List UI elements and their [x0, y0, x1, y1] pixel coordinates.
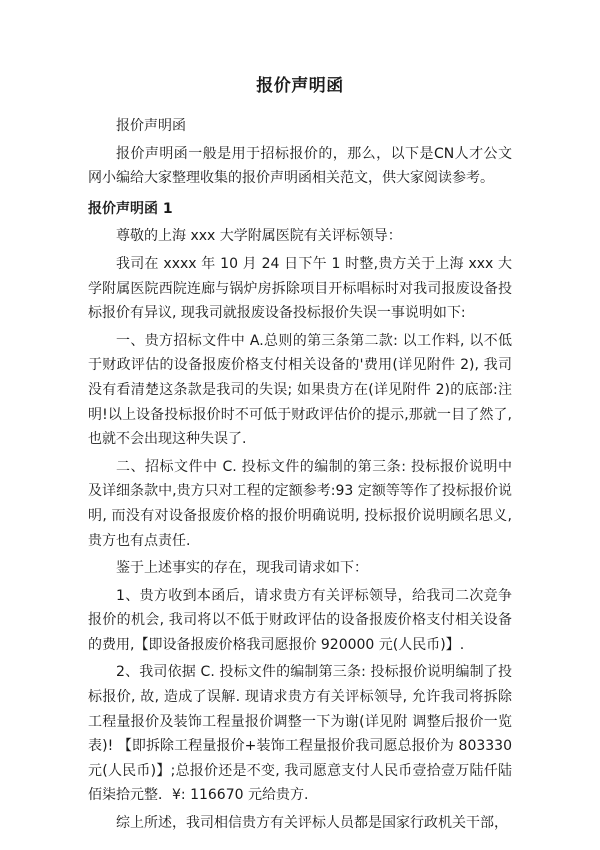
- body-paragraph: 二、招标文件中 C. 投标文件的编制的第三条: 投标报价说明中及详细条款中,贵方只对工程的定额参考:93 定额等等作了投标报价说明, 而没有对设备报废价格的报价明确说明, 投标报价说明顾名思义,贵方也有点责任.: [88, 458, 512, 549]
- body-paragraph: 一、贵方招标文件中 A.总则的第三条第二款: 以工作料, 以不低于财政评估的设备报废价格支付相关设备的'费用(详见附件 2), 我司没有看清楚这条款是我司的失误; 如果贵方在(详见附件 2)的底部:注明!以上设备投标报价时不可低于财政评估价的提示,那就一目了然了, 也就不会出现这种失误了.: [88, 332, 512, 448]
- body-paragraph: 综上所述，我司相信贵方有关评标人员都是国家行政机关干部，: [116, 815, 508, 832]
- intro-paragraph: 报价声明函一般是用于招标报价的，那么，以下是CN人才公文网小编给大家整理收集的报价声明函相关范文，供大家阅读参考。: [88, 145, 512, 187]
- body-paragraph: 鉴于上述事实的存在，现我司请求如下：: [116, 560, 368, 577]
- page-title: 报价声明函: [256, 76, 344, 96]
- section-title: 报价声明函 1: [88, 200, 173, 217]
- body-paragraph: 1、贵方收到本函后，请求贵方有关评标领导，给我司二次竞争报价的机会, 我司将以不低于财政评估的设备报废价格支付相关设备的费用,【即设备报废价格我司愿报价 920000 元(人民币)】.: [88, 587, 512, 653]
- body-paragraph: 我司在 xxxx 年 10 月 24 日下午 1 时整,贵方关于上海 xxx 大学附属医院西院连廊与锅炉房拆除项目开标唱标时对我司报废设备投标报价有异议, 现我司就报废设备投标报价失误一事说明如下:: [88, 255, 512, 322]
- salutation-paragraph: 尊敬的上海 xxx 大学附属医院有关评标领导：: [116, 228, 402, 245]
- intro-heading: 报价声明函: [116, 118, 186, 134]
- body-paragraph: 2、我司依据 C. 投标文件的编制第三条: 投标报价说明编制了投标报价, 故, 造成了误解. 现请求贵方有关评标领导, 允许我司将拆除工程量报价及装饰工程量报价调整一下为谢(详见附 调整后报价一览表)! 【即拆除工程量报价+装饰工程量报价我司愿总报价为 803330 元(人民币)】;总报价还是不变, 我司愿意支付人民币壹拾壹万陆仟陆佰柒拾元整．¥: 116670 元给贵方.: [88, 664, 512, 804]
